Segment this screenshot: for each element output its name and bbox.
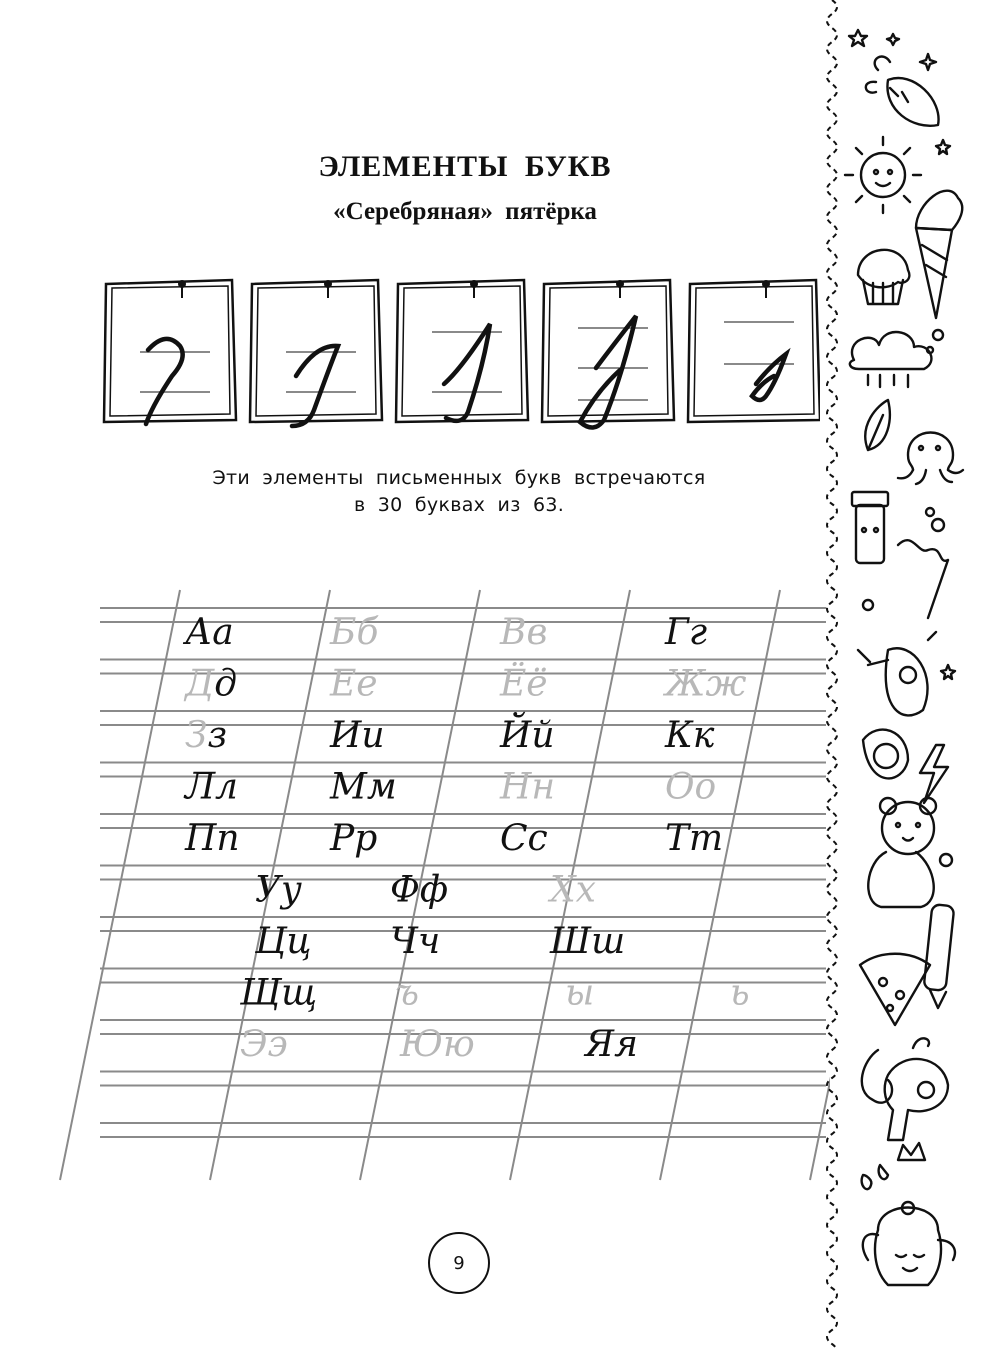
letter-pair: Лл (185, 766, 238, 808)
ice-cream-icon (916, 191, 962, 318)
bubble-icon (863, 600, 873, 610)
rocket-icon (858, 632, 936, 715)
letter-pair: Вв (500, 612, 548, 653)
letter-pair: Ёё (500, 663, 548, 705)
letter-pair: Мм (330, 766, 397, 808)
letter-pair: Цц (255, 921, 312, 962)
hair-dryer-icon (862, 1038, 948, 1140)
letter-pair: Юю (400, 1024, 475, 1065)
letter-pair: Зз (185, 715, 228, 756)
letter-pair: Оо (665, 766, 717, 808)
cursive-alphabet-grid (0, 560, 830, 1200)
letter-pair: ы (565, 972, 595, 1014)
star-icon (849, 30, 936, 70)
teddy-bear-icon (868, 798, 952, 907)
element-card (396, 280, 528, 422)
cloud-icon (850, 330, 943, 387)
letter-pair: Рр (330, 818, 378, 859)
teapot-icon (863, 1202, 955, 1285)
letter-pair: Тт (665, 818, 724, 859)
note-line-1: Эти элементы письменных букв встречаются (212, 467, 706, 489)
letter-pair: Пп (185, 818, 240, 859)
letter-pair: Яя (585, 1024, 638, 1065)
crown-icon (898, 1143, 925, 1160)
octopus-icon (898, 433, 963, 485)
letter-pair: Гг (665, 612, 708, 653)
page-title: ЭЛЕМЕНТЫ БУКВ (318, 150, 612, 183)
letter-pair: Фф (390, 869, 449, 911)
pizza-icon (860, 954, 930, 1025)
letter-pair: Кк (665, 715, 715, 756)
letter-pair: Бб (330, 612, 379, 653)
element-card (104, 280, 236, 424)
letter-element-cards (100, 272, 820, 432)
letter-pair: Ии (330, 715, 385, 756)
letter-pair: Уу (255, 869, 302, 911)
letter-pair: Шш (550, 921, 626, 962)
star-icon (941, 665, 955, 679)
letter-pair: Хх (550, 869, 596, 911)
pen-icon (924, 904, 955, 1008)
letter-pair: Ее (330, 663, 378, 705)
cupcake-icon (858, 250, 909, 304)
element-card (688, 280, 820, 422)
note-line-2: в 30 буквах из 63. (353, 494, 565, 516)
page-number: 9 (428, 1232, 490, 1294)
element-card (542, 280, 674, 428)
letter-pair: Сс (500, 818, 548, 859)
letter-pair: Аа (185, 612, 234, 653)
letter-pair: ъ (395, 972, 419, 1014)
letter-pair: Йй (500, 715, 555, 756)
letter-pair: Щщ (240, 972, 318, 1014)
letter-pair: Ээ (240, 1024, 288, 1065)
sun-icon (845, 137, 921, 213)
letter-pair: Нн (500, 766, 556, 808)
decorative-border (818, 0, 1000, 1349)
lemon-icon (863, 730, 908, 779)
letter-pair: Жж (665, 663, 747, 705)
needle-icon (898, 540, 948, 618)
leaf-icon (865, 400, 890, 450)
letter-pair: Дд (185, 663, 238, 705)
letter-pair: Чч (390, 921, 441, 962)
lightning-icon (920, 745, 948, 803)
glue-tube-icon (852, 492, 944, 563)
page-subtitle: «Серебряная» пятёрка (333, 198, 597, 225)
element-card (250, 280, 382, 426)
letter-pair: ь (730, 972, 750, 1014)
